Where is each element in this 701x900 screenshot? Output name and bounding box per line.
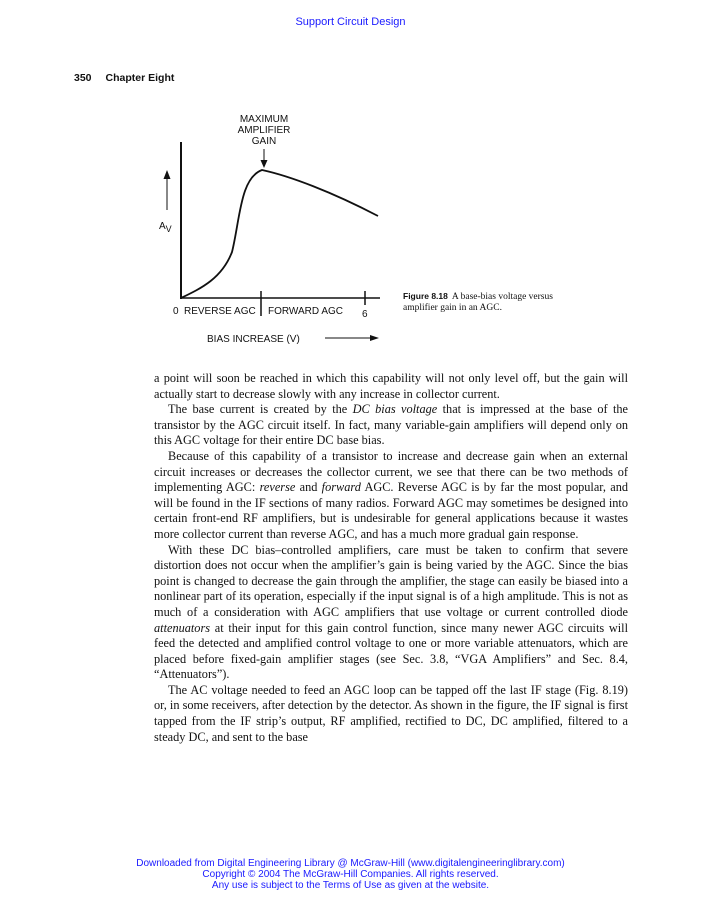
page-number: 350 — [74, 72, 92, 84]
text-run: With these DC bias–controlled amplifiers, care must be taken to confirm that severe distortion does not occur when the amplifier’s gain is being varied by the AGC. Since the bias point is changed to decrease the gain through the amplifier, the stage can easily be biased into a nonlinear part of its operation, especially if the input signal is of a high amplitude. This is not as much of a consideration with AGC amplifiers that use voltage or current controlled diode — [154, 542, 628, 619]
paragraph: The AC voltage needed to feed an AGC loop can be tapped off the last IF stage (Fig. 8.19) or, in some receivers, after detection by the detector. As shown in the figure, the IF signal is first tapped from the IF strip’s output, RF amplified, rectified to DC, DC amplified, filtered to a steady DC, and sent to the base — [154, 682, 628, 744]
paragraph — [154, 402, 628, 449]
figure-caption — [403, 291, 573, 314]
x-arrowhead — [370, 335, 379, 341]
annotation-line: MAXIMUM — [239, 114, 289, 125]
emphasis: DC bias voltage — [352, 402, 438, 417]
text-run: and — [295, 480, 322, 495]
annotation-line: AMPLIFIER — [237, 125, 291, 136]
text-run: Because of this capability of a transistor to increase and decrease gain when an external circuit increases or decreases the collector current, we see that there can be two methods of implementing AGC: — [154, 448, 628, 495]
y-label-sub: V — [165, 224, 172, 234]
footer — [0, 858, 701, 891]
end-tick-label: 6 — [362, 309, 368, 320]
running-head — [74, 72, 174, 84]
y-axis-label — [159, 221, 172, 234]
annotation-arrowhead — [261, 160, 268, 168]
body-text — [154, 371, 628, 745]
caption-text: A base-bias voltage versus amplifier gain in an AGC. — [403, 292, 553, 313]
text-run: that is impressed at the base of the transistor by the AGC circuit itself. In fact, many variable-gain amplifiers will depend only on this AGC voltage for their entire DC base bias. — [154, 402, 628, 448]
caption-id: Figure 8.18 — [403, 291, 448, 301]
reverse-agc-label: REVERSE AGC — [184, 306, 256, 317]
x-axis-label: BIAS INCREASE (V) — [207, 334, 300, 345]
footer-copyright[interactable]: Copyright © 2004 The McGraw-Hill Companies. All rights reserved. — [202, 869, 499, 880]
paragraph — [154, 449, 628, 543]
paragraph — [154, 543, 628, 683]
emphasis: forward — [321, 480, 361, 495]
y-label-main: A — [159, 221, 166, 232]
footer-link[interactable]: Downloaded from Digital Engineering Library @ McGraw-Hill (www.digitalengineeringlibrary.com) — [136, 858, 565, 869]
footer-terms[interactable]: Any use is subject to the Terms of Use as given at the website. — [211, 880, 490, 891]
figure-8-18-graph — [140, 100, 390, 350]
emphasis: attenuators — [154, 620, 211, 635]
text-run: at their input for this gain control function, since many newer AGC circuits will feed the detected and amplified control voltage to one or more variable attenuators, which are placed before fixed-gain amplifier stages (see Sec. 3.8, “VGA Amplifiers” and Sec. 8.4, “Attenuators”). — [154, 620, 628, 682]
y-arrowhead — [164, 170, 171, 179]
annotation-line: GAIN — [251, 136, 277, 147]
text-run: The base current is created by the — [168, 402, 353, 417]
text-run: AGC. Reverse AGC is by far the most popular, and will be found in the IF sections of many radios. Forward AGC may sometimes be designed into certain front-end RF amplifiers, but is undesirable for general applications because it wastes more collector current than reverse AGC, and has a much more gradual gain response. — [154, 480, 628, 541]
gain-curve — [181, 170, 378, 298]
header-link[interactable]: Support Circuit Design — [295, 16, 406, 28]
chapter-title: Chapter Eight — [105, 72, 175, 84]
emphasis: reverse — [259, 480, 296, 495]
paragraph: a point will soon be reached in which this capability will not only level off, but the gain will actually start to decrease slowly with any increase in collector current. — [154, 371, 628, 401]
forward-agc-label: FORWARD AGC — [268, 306, 344, 317]
origin-label: 0 — [173, 306, 179, 317]
